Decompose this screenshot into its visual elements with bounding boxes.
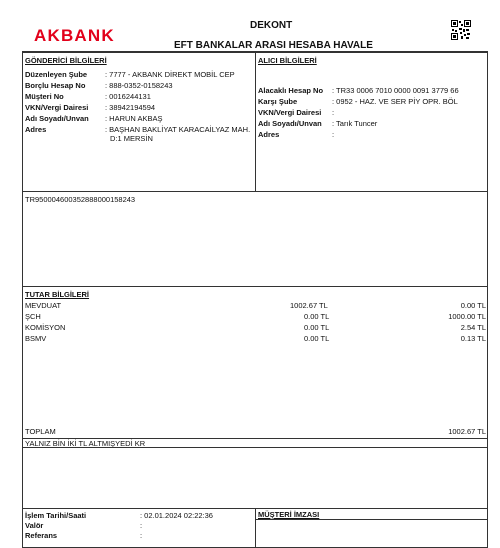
notes-panel xyxy=(22,447,488,509)
document-subtitle: EFT BANKALAR ARASI HESABA HAVALE xyxy=(174,40,373,51)
amount-row-col1: 1002.67 TL xyxy=(290,301,328,310)
sender-label: Borçlu Hesap No xyxy=(25,81,86,90)
amount-row-name: KOMİSYON xyxy=(25,323,66,332)
amount-panel xyxy=(22,286,488,448)
document-title: DEKONT xyxy=(250,20,293,31)
amount-row-name: ŞCH xyxy=(25,312,41,321)
signature-divider xyxy=(255,519,488,520)
amount-row-col2: 2.54 TL xyxy=(460,323,486,332)
sender-value: : HARUN AKBAŞ xyxy=(105,114,163,123)
receipt-header xyxy=(22,14,488,52)
receiver-label: Adı Soyadı/Unvan xyxy=(258,119,322,128)
receipt-document xyxy=(22,14,488,540)
sender-value: : 7777 - AKBANK DİREKT MOBİL CEP xyxy=(105,70,235,79)
receiver-value: : TR33 0006 7010 0000 0091 3779 66 xyxy=(332,86,459,95)
reference-number: TR950004600352888000158243 xyxy=(25,195,136,204)
footer-value: : xyxy=(140,521,143,530)
sender-label: Adı Soyadı/Unvan xyxy=(25,114,89,123)
signature-title: MÜŞTERİ İMZASI xyxy=(258,510,320,519)
receiver-value: : xyxy=(332,130,335,139)
receiver-label: Adres xyxy=(258,130,280,139)
footer-label: İşlem Tarihi/Saati xyxy=(25,511,87,520)
receiver-section-title: ALICI BİLGİLERİ xyxy=(258,56,317,65)
total-value: 1002.67 TL xyxy=(448,427,486,436)
sender-section-title: GÖNDERİCİ BİLGİLERİ xyxy=(25,56,107,65)
qr-code-icon xyxy=(451,20,471,40)
sender-label: Düzenleyen Şube xyxy=(25,70,88,79)
akbank-logo: AKBANK xyxy=(34,26,115,45)
footer-label: Referans xyxy=(25,531,58,540)
amount-section-title: TUTAR BİLGİLERİ xyxy=(25,290,90,299)
sender-address-line2: D:1 MERSİN xyxy=(110,134,153,143)
amount-row-col2: 0.00 TL xyxy=(460,301,486,310)
footer-value: : xyxy=(140,531,143,540)
footer-value: : 02.01.2024 02:22:36 xyxy=(140,511,213,520)
amount-row-col1: 0.00 TL xyxy=(304,312,330,321)
amount-row-col2: 1000.00 TL xyxy=(448,312,486,321)
sender-label: VKN/Vergi Dairesi xyxy=(25,103,89,112)
amount-in-words: YALNIZ BİN İKİ TL ALTMIŞYEDİ KR xyxy=(25,439,146,448)
receiver-value: : xyxy=(332,108,335,117)
amount-row-col1: 0.00 TL xyxy=(304,323,330,332)
receiver-label: VKN/Vergi Dairesi xyxy=(258,108,322,117)
amount-row-name: BSMV xyxy=(25,334,47,343)
footer-label: Valör xyxy=(25,521,44,530)
amount-row-col2: 0.13 TL xyxy=(460,334,486,343)
sender-value: : 0016244131 xyxy=(105,92,151,101)
sender-label: Adres xyxy=(25,125,47,134)
receiver-value: : 0952 - HAZ. VE SER PİY OPR. BÖL xyxy=(332,97,458,106)
sender-value: : 888-0352-0158243 xyxy=(105,81,173,90)
sender-label: Müşteri No xyxy=(25,92,64,101)
amount-row-name: MEVDUAT xyxy=(25,301,62,310)
receiver-label: Alacaklı Hesap No xyxy=(258,86,324,95)
amount-row-col1: 0.00 TL xyxy=(304,334,330,343)
sender-value: : BAŞHAN BAKLİYAT KARACAİLYAZ MAH. xyxy=(105,125,251,134)
receiver-value: : Tarık Tuncer xyxy=(332,119,378,128)
receiver-label: Karşı Şube xyxy=(258,97,298,106)
description-panel xyxy=(22,191,488,287)
sender-value: : 38942194594 xyxy=(105,103,156,112)
total-label: TOPLAM xyxy=(25,427,56,436)
